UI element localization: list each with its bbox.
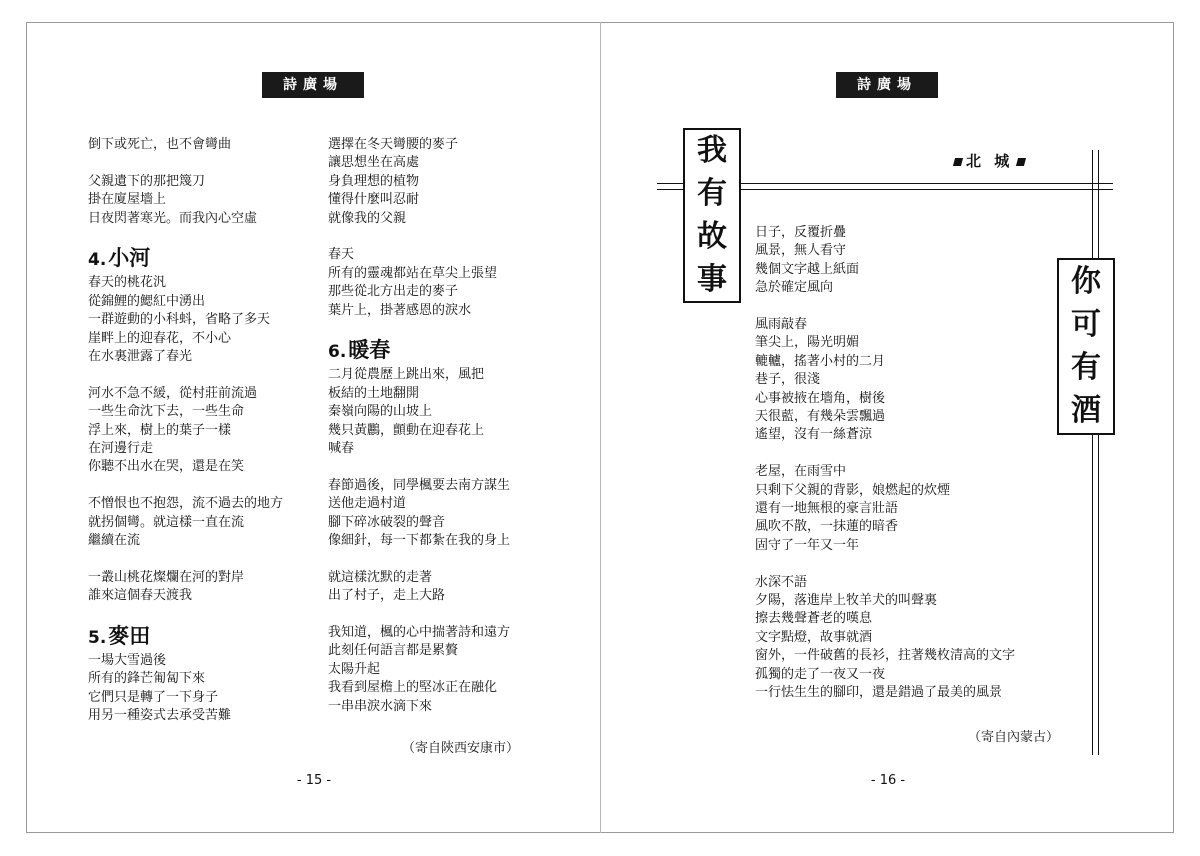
poem-line: 誰來這個春天渡我 <box>88 588 193 604</box>
poem-line: 日子，反覆折疊 <box>755 225 847 240</box>
poem-stanza <box>755 574 1015 703</box>
section-title: 麥田 <box>108 623 151 649</box>
section-title: 小河 <box>108 245 151 271</box>
poem-stanza <box>328 624 510 716</box>
poem-line: 板結的土地翻開 <box>328 385 420 401</box>
poem-line: 讓思想坐在高處 <box>328 155 420 171</box>
poem-line: 用另一種姿式去承受苦難 <box>88 708 232 724</box>
poem-line: 幾個文字越上紙面 <box>755 261 860 277</box>
poem-line: 葉片上，掛著感恩的淚水 <box>328 302 472 318</box>
right-source-note: （寄自內蒙古） <box>968 730 1060 745</box>
right-page-header: 詩廣場 <box>836 72 938 98</box>
poem-line: 轆轤，搖著小村的二月 <box>755 353 886 369</box>
section-title: 暖春 <box>348 337 391 363</box>
poem-line: 一行怯生生的腳印，還是錯過了最美的風景 <box>755 685 1003 701</box>
right-page-number: - 16 - <box>870 773 906 788</box>
poem-line: 風景，無人看守 <box>755 243 847 259</box>
poem-author <box>950 150 1029 171</box>
title-character: 事 <box>697 261 727 297</box>
poem-line: 春節過後，同學楓要去南方謀生 <box>328 477 511 493</box>
poem-line: 懂得什麼叫忍耐 <box>328 192 420 208</box>
right-poem-column <box>755 224 1015 721</box>
left-poem-column-2 <box>328 136 510 735</box>
poem-line: 出了村子，走上大路 <box>328 588 446 604</box>
poem-line: 倒下或死亡，也不會彎曲 <box>88 137 232 152</box>
poem-line: 喊春 <box>328 441 355 457</box>
poem-line: 像細針，每一下都紮在我的身上 <box>328 533 511 549</box>
decorative-rule-vertical-inner <box>1098 150 1099 755</box>
poem-line: 就這樣沈默的走著 <box>328 569 433 585</box>
poem-line: 崖畔上的迎春花，不小心 <box>88 330 232 346</box>
poem-stanza <box>755 224 1015 298</box>
poem-stanza <box>755 316 1015 445</box>
square-bullet-icon <box>1016 158 1026 166</box>
section-number: 6. <box>328 342 347 363</box>
left-page-number: - 15 - <box>296 773 332 788</box>
poem-line: 我知道，楓的心中揣著詩和遠方 <box>328 625 511 641</box>
poem-line: 父親遺下的那把篾刀 <box>88 173 206 189</box>
poem-line: 二月從農歷上跳出來，風把 <box>328 367 485 383</box>
poem-line: 天很藍，有幾朵雲飄過 <box>755 409 886 425</box>
poem-stanza <box>328 338 510 458</box>
poem-line: 太陽升起 <box>328 661 381 677</box>
poem-line: 在河邊行走 <box>88 441 154 457</box>
poem-line: 所有的靈魂都站在草尖上張望 <box>328 265 498 281</box>
poem-line: 巷子，很淺 <box>755 372 821 388</box>
title-character: 有 <box>1071 350 1101 386</box>
poem-stanza <box>88 385 283 477</box>
poem-line: 夕陽，落進岸上牧羊犬的叫聲裏 <box>755 593 938 609</box>
poem-line: 那些從北方出走的麥子 <box>328 284 459 300</box>
poem-line: 風吹不散，一抹蓮的暗香 <box>755 519 899 535</box>
poem-line: 一些生命沈下去，一些生命 <box>88 404 245 420</box>
poem-line: 一叢山桃花燦爛在河的對岸 <box>88 569 245 585</box>
square-bullet-icon <box>953 158 963 166</box>
section-number: 4. <box>88 250 107 271</box>
poem-line: 就像我的父親 <box>328 210 407 226</box>
poem-line: 春天 <box>328 247 355 263</box>
poem-stanza <box>88 495 283 550</box>
poem-line: 送他走過村道 <box>328 496 407 512</box>
poem-stanza <box>88 569 283 606</box>
poem-line: 還有一地無根的豪言壯語 <box>755 501 899 517</box>
poem-stanza <box>88 136 283 154</box>
poem-title-vertical-1 <box>683 128 741 303</box>
poem-stanza <box>328 569 510 606</box>
poem-line: 身負理想的植物 <box>328 173 420 189</box>
poem-line: 筆尖上，陽光明媚 <box>755 335 860 351</box>
poem-line: 只剩下父親的背影，娘燃起的炊煙 <box>755 482 951 498</box>
page-spine <box>600 22 601 833</box>
poem-line: 春天的桃花汎 <box>88 275 167 291</box>
poem-line: 腳下碎冰破裂的聲音 <box>328 514 446 530</box>
poem-line: 浮上來，樹上的葉子一樣 <box>88 422 232 438</box>
poem-stanza <box>88 246 283 366</box>
poem-stanza <box>755 463 1015 555</box>
poem-line: 不憎恨也不抱怨，流不過去的地方 <box>88 496 284 512</box>
poem-line: 風雨敲春 <box>755 317 808 333</box>
section-number: 5. <box>88 628 107 649</box>
poem-line: 擦去幾聲蒼老的嘆息 <box>755 611 873 627</box>
poem-title-vertical-2 <box>1057 258 1115 435</box>
section-heading <box>88 624 283 650</box>
poem-line: 我看到屋檐上的堅冰正在融化 <box>328 680 498 696</box>
poem-line: 掛在廈屋墻上 <box>88 192 167 208</box>
left-page-header: 詩廣場 <box>262 72 364 98</box>
poem-stanza <box>88 173 283 228</box>
poem-line: 就拐個彎。就這樣一直在流 <box>88 514 245 530</box>
title-character: 故 <box>697 218 727 254</box>
poem-line: 心事被掖在墻角，樹後 <box>755 390 886 406</box>
decorative-rule-vertical-outer <box>1092 150 1093 755</box>
poem-line: 秦嶺向陽的山坡上 <box>328 404 433 420</box>
poem-line: 水深不語 <box>755 574 808 590</box>
poem-line: 一群遊動的小科蚪，省略了多天 <box>88 312 271 328</box>
section-heading <box>328 338 510 364</box>
title-character: 我 <box>697 133 727 169</box>
poem-line: 一串串淚水滴下來 <box>328 698 433 714</box>
poem-line: 固守了一年又一年 <box>755 537 860 553</box>
poem-line: 從錦鯉的鰓紅中湧出 <box>88 293 206 309</box>
left-poem-column-1 <box>88 136 283 744</box>
poem-line: 文字點燈，故事就酒 <box>755 629 873 645</box>
left-source-note: （寄自陝西安康市） <box>402 741 520 756</box>
poem-line: 繼續在流 <box>88 533 141 549</box>
poem-line: 老屋，在雨雪中 <box>755 464 847 480</box>
poem-stanza <box>328 246 510 320</box>
poem-line: 急於確定風向 <box>755 280 834 296</box>
poem-line: 孤獨的走了一夜又一夜 <box>755 666 886 682</box>
title-character: 酒 <box>1071 393 1101 429</box>
section-heading <box>88 246 283 272</box>
poem-line: 一場大雪過後 <box>88 653 167 669</box>
title-character: 你 <box>1071 263 1101 299</box>
poem-line: 遙望，沒有一絲蒼涼 <box>755 427 873 443</box>
poem-line: 所有的鋒芒匍匐下來 <box>88 671 206 687</box>
poem-line: 幾只黃鸝，顫動在迎春花上 <box>328 422 485 438</box>
poem-line: 河水不急不緩，從村莊前流過 <box>88 385 258 401</box>
author-name: 北 城 <box>966 152 1014 170</box>
poem-line: 日夜閃著寒光。而我內心空虛 <box>88 210 258 226</box>
poem-stanza <box>328 477 510 551</box>
poem-line: 此刻任何語言都是累贅 <box>328 643 459 659</box>
poem-line: 你聽不出水在哭，還是在笑 <box>88 459 245 475</box>
poem-stanza <box>328 136 510 228</box>
poem-line: 窗外，一件破舊的長衫，拄著幾枚清高的文字 <box>755 648 1016 664</box>
poem-stanza <box>88 624 283 726</box>
poem-line: 選擇在冬天彎腰的麥子 <box>328 137 459 152</box>
poem-line: 它們只是轉了一下身子 <box>88 689 219 705</box>
title-character: 可 <box>1071 306 1101 342</box>
poem-line: 在水裏泄露了春光 <box>88 349 193 365</box>
title-character: 有 <box>697 176 727 212</box>
